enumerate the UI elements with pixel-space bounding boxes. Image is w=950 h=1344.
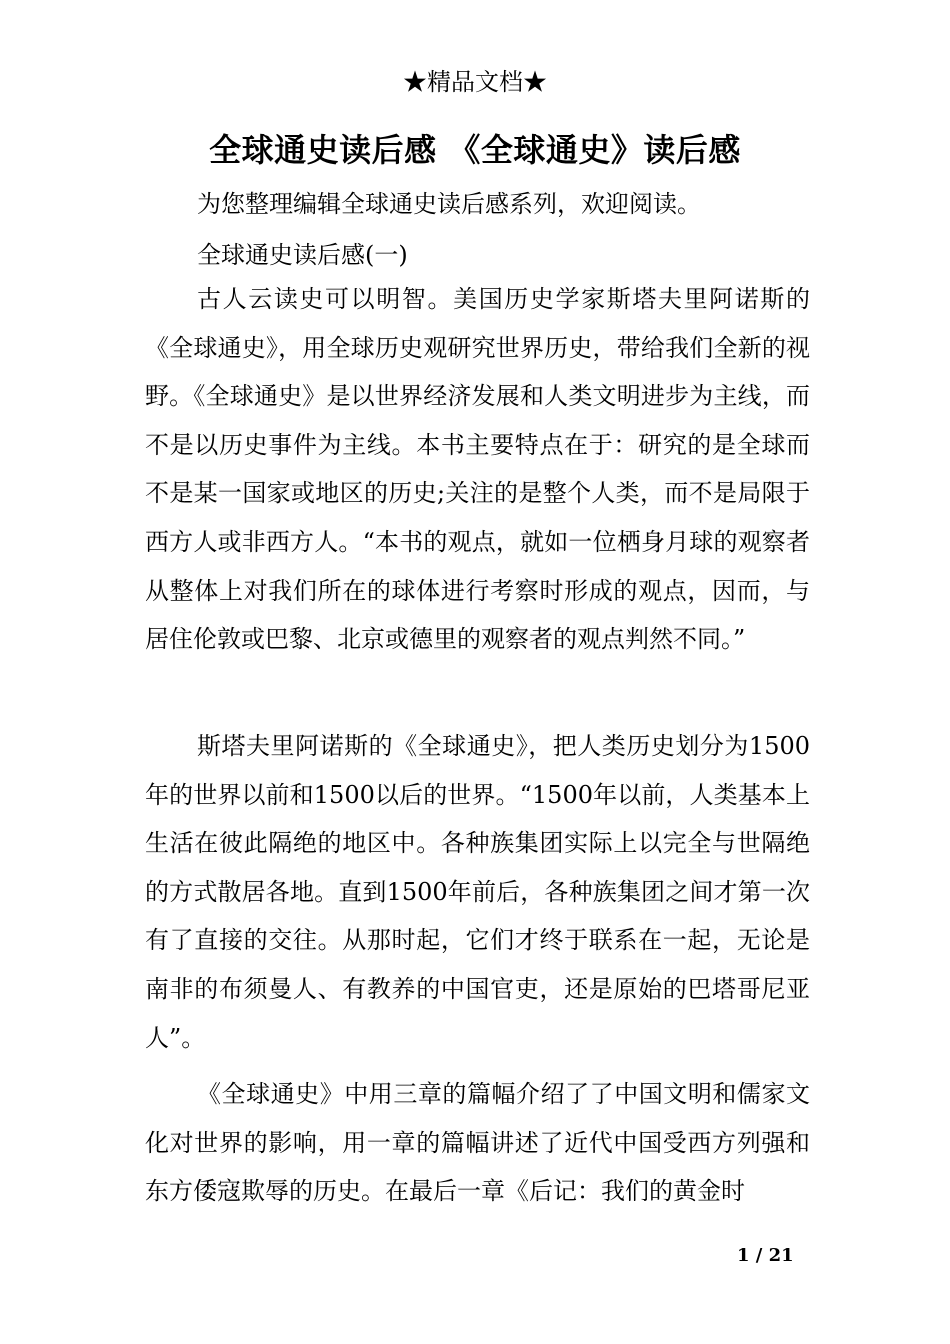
paragraph-block-2 xyxy=(145,722,810,1062)
document-body xyxy=(145,180,810,279)
intro-line: 为您整理编辑全球通史读后感系列，欢迎阅读。 xyxy=(197,190,701,218)
page-number: 1 / 21 xyxy=(737,1245,794,1266)
subheading: 全球通史读后感(一) xyxy=(197,240,408,269)
page-header: ★精品文档★ xyxy=(403,68,547,96)
paragraph-block-1 xyxy=(145,275,810,664)
document-title: 全球通史读后感 《全球通史》读后感 xyxy=(209,131,741,169)
paragraph: 古人云读史可以明智。美国历史学家斯塔夫里阿诺斯的《全球通史》，用全球历史观研究世界历史，带给我们全新的视野。《全球通史》是以世界经济发展和人类文明进步为主线，而不是以历史事件为主线。本书主要特点在于：研究的是全球而不是某一国家或地区的历史;关注的是整个人类，而不是局限于西方人或非西方人。“本书的观点，就如一位栖身月球的观察者从整体上对我们所在的球体进行考察时形成的观点，因而，与居住伦敦或巴黎、北京或德里的观察者的观点判然不同。” xyxy=(145,285,810,654)
paragraph: 斯塔夫里阿诺斯的《全球通史》，把人类历史划分为1500年的世界以前和1500以后的世界。“1500年以前，人类基本上生活在彼此隔绝的地区中。各种族集团实际上以完全与世隔绝的方式散居各地。直到1500年前后，各种族集团之间才第一次有了直接的交往。从那时起，它们才终于联系在一起，无论是南非的布须曼人、有教养的中国官吏，还是原始的巴塔哥尼亚人”。 xyxy=(145,732,810,1052)
paragraph: 《全球通史》中用三章的篇幅介绍了了中国文明和儒家文化对世界的影响，用一章的篇幅讲述了近代中国受西方列强和东方倭寇欺辱的历史。在最后一章《后记：我们的黄金时 xyxy=(145,1080,810,1206)
paragraph-block-3 xyxy=(145,1070,810,1216)
